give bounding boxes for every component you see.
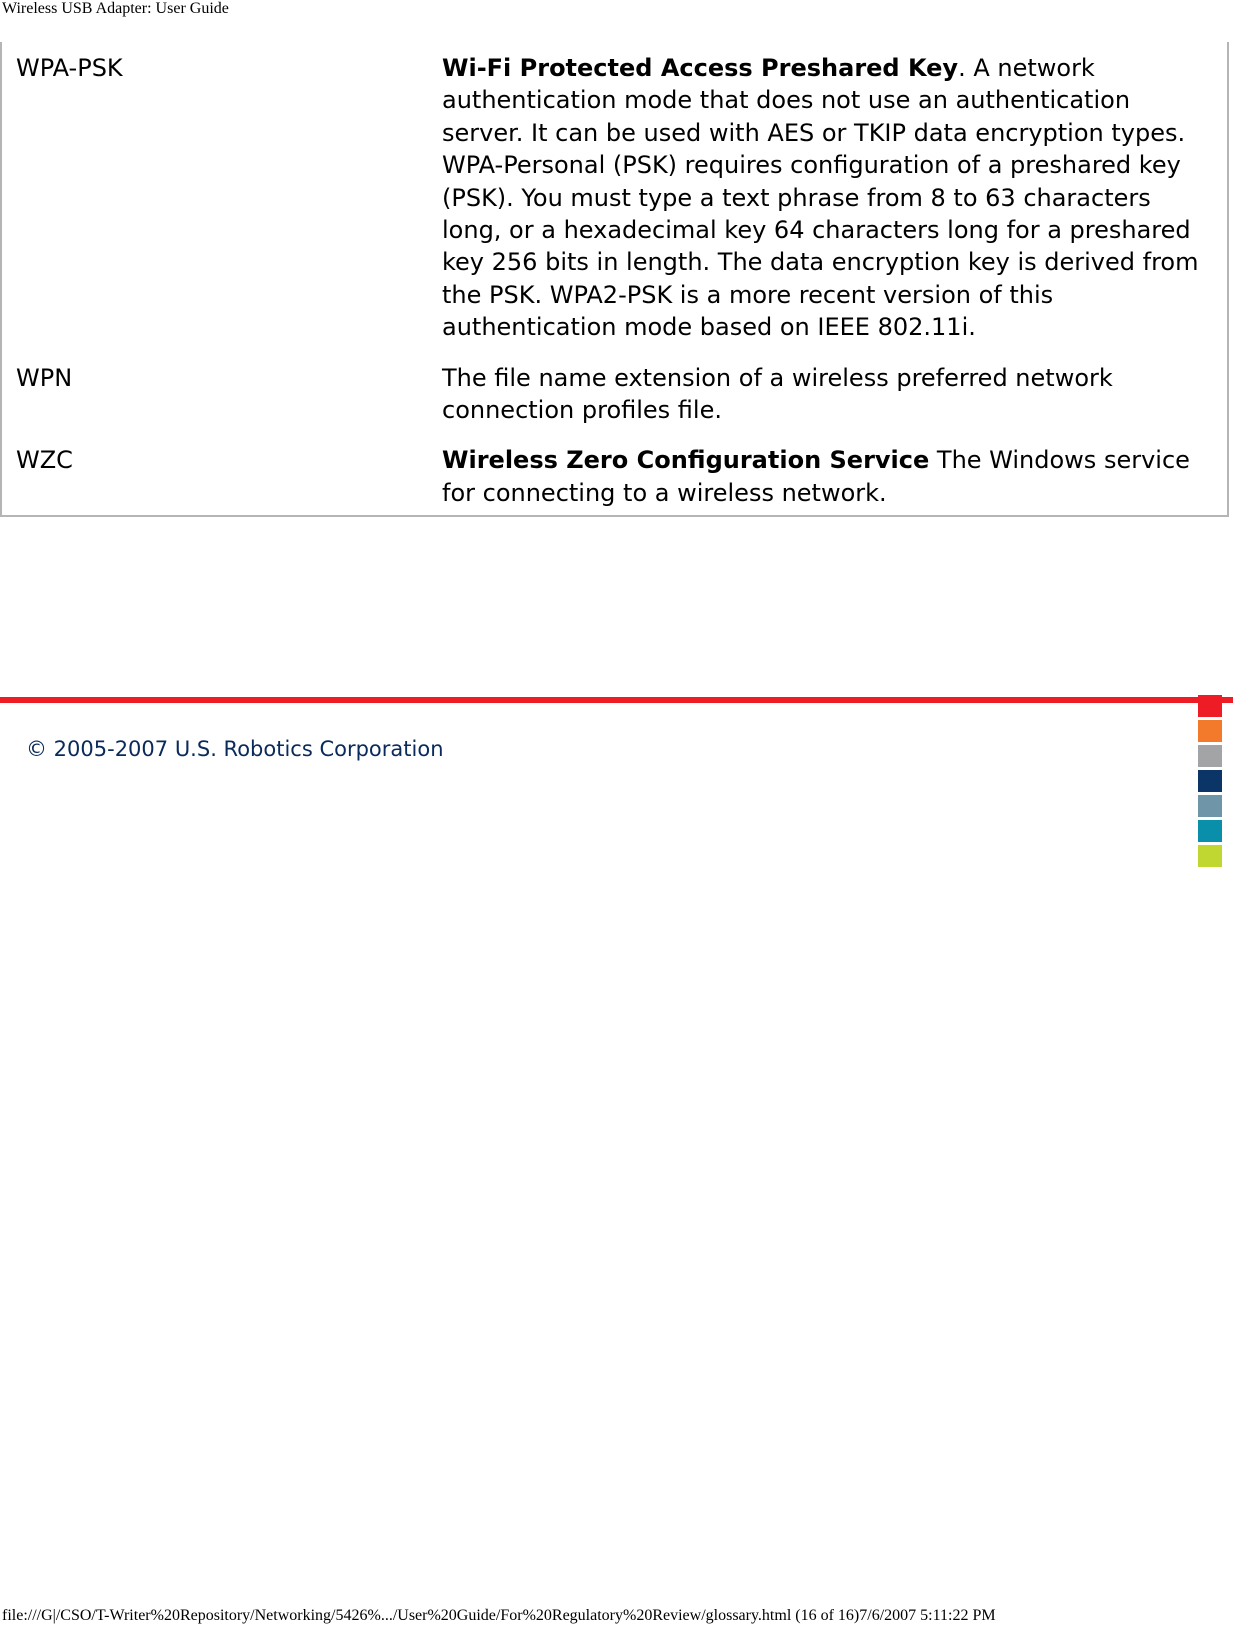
definition-text: . A network authentication mode that does not use an authentication server. It can be used with AES or TKIP data encryption types. WPA-Personal (PSK) requires configuration of a preshared key (PSK). You must type a text phrase from 8 to 63 characters long, or a hexadecimal key 64 characters long for a preshared key 256 bits in length. The data encryption key is derived from the PSK. WPA2-PSK is a more recent version of this authentication mode based on IEEE 802.11i. bbox=[442, 54, 1199, 342]
page-header-title: Wireless USB Adapter: User Guide bbox=[2, 0, 229, 17]
glossary-row bbox=[1, 432, 1228, 516]
glossary-term: WPN bbox=[16, 363, 73, 392]
glossary-definition bbox=[442, 432, 1228, 516]
brand-color-strip bbox=[1198, 695, 1222, 870]
glossary-definition bbox=[442, 350, 1228, 433]
definition-text: The Windows service for connecting to a wireless network. bbox=[442, 446, 1190, 507]
definition-bold-term: Wi-Fi Protected Access Preshared Key bbox=[442, 54, 959, 82]
color-swatch-navy bbox=[1198, 770, 1222, 792]
glossary-row bbox=[1, 42, 1228, 350]
color-swatch-gray bbox=[1198, 745, 1222, 767]
color-swatch-orange bbox=[1198, 720, 1222, 742]
color-swatch-lime bbox=[1198, 845, 1222, 867]
color-swatch-slate bbox=[1198, 795, 1222, 817]
glossary-row bbox=[1, 350, 1228, 433]
glossary-definition bbox=[442, 42, 1228, 350]
glossary-term: WPA-PSK bbox=[16, 54, 123, 82]
definition-text: The file name extension of a wireless preferred network connection profiles file. bbox=[442, 363, 1113, 425]
copyright-notice: © 2005-2007 U.S. Robotics Corporation bbox=[26, 737, 444, 761]
color-swatch-red bbox=[1198, 695, 1222, 717]
definition-bold-term: Wireless Zero Configuration Service bbox=[442, 446, 930, 475]
file-path-footer: file:///G|/CSO/T-Writer%20Repository/Networking/5426%.../User%20Guide/For%20Regulatory%20Review/glossary.html (16 of 16)7/6/2007 5:11:22 PM bbox=[2, 1607, 996, 1624]
glossary-term: WZC bbox=[16, 446, 73, 475]
glossary-table bbox=[0, 42, 1229, 517]
color-swatch-teal bbox=[1198, 820, 1222, 842]
footer-red-rule bbox=[0, 697, 1233, 703]
